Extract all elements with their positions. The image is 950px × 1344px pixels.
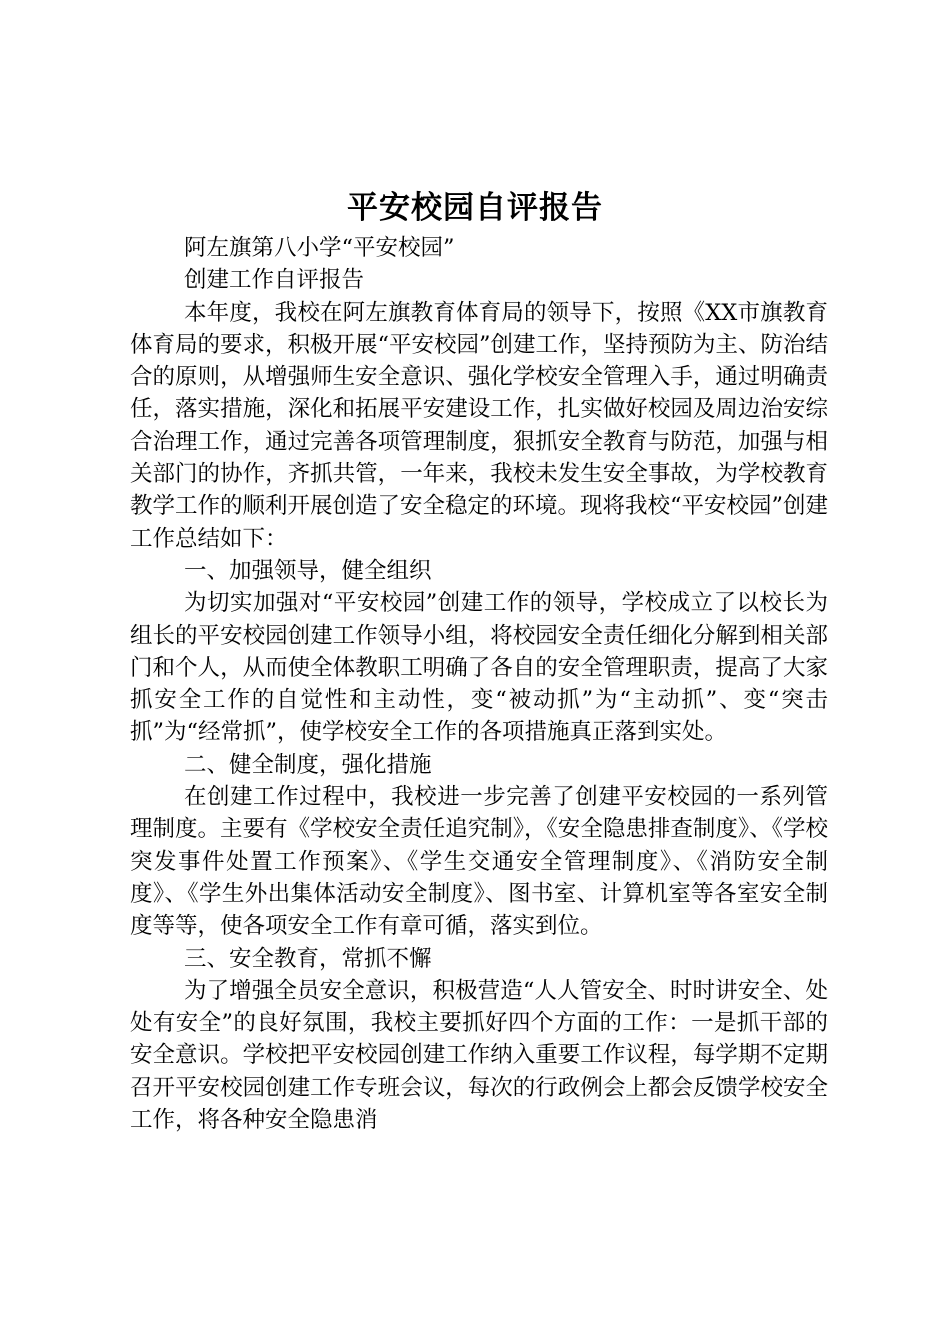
document-body [130, 232, 828, 1136]
section-heading-1: 一、加强领导，健全组织 [184, 557, 432, 584]
intro-paragraph: 本年度，我校在阿左旗教育体育局的领导下，按照《XX市旗教育体育局的要求，积极开展“平安校园”创建工作，坚持预防为主、防治结合的原则，从增强师生安全意识、强化学校安全管理入手，通过明确责任，落实措施，深化和拓展平安建设工作，扎实做好校园及周边治安综合治理工作，通过完善各项管理制度，狠抓安全教育与防范，加强与相关部门的协作，齐抓共管，一年来，我校未发生安全事故，为学校教育教学工作的顺利开展创造了安全稳定的环境。现将我校“平安校园”创建工作总结如下： [130, 299, 829, 552]
section-paragraph-3: 为了增强全员安全意识，积极营造“人人管安全、时时讲安全、处处有安全”的良好氛围，我校主要抓好四个方面的工作：一是抓干部的安全意识。学校把平安校园创建工作纳入重要工作议程，每学期不定期召开平安校园创建工作专班会议，每次的行政例会上都会反馈学校安全工作，将各种安全隐患消 [130, 977, 828, 1134]
section-heading-2: 二、健全制度，强化措施 [184, 751, 432, 778]
report-subtitle-line: 创建工作自评报告 [184, 267, 365, 294]
section-heading-3: 三、安全教育，常抓不懈 [184, 945, 432, 972]
section-paragraph-1: 为切实加强对“平安校园”创建工作的领导，学校成立了以校长为组长的平安校园创建工作领导小组，将校园安全责任细化分解到相关部门和个人，从而使全体教职工明确了各自的安全管理职责，提高了大家抓安全工作的自觉性和主动性，变“被动抓”为“主动抓”、变“突击抓”为“经常抓”，使学校安全工作的各项措施真正落到实处。 [130, 590, 828, 746]
school-name-line: 阿左旗第八小学“平安校园” [184, 235, 455, 261]
document-title: 平安校园自评报告 [347, 190, 603, 226]
section-paragraph-2: 在创建工作过程中，我校进一步完善了创建平安校园的一系列管理制度。主要有《学校安全责任追究制》，《安全隐患排查制度》、《学校突发事件处置工作预案》、《学生交通安全管理制度》、《消防安全制度》、《学生外出集体活动安全制度》、图书室、计算机室等各室安全制度等等，使各项安全工作有章可循，落实到位。 [130, 784, 828, 940]
